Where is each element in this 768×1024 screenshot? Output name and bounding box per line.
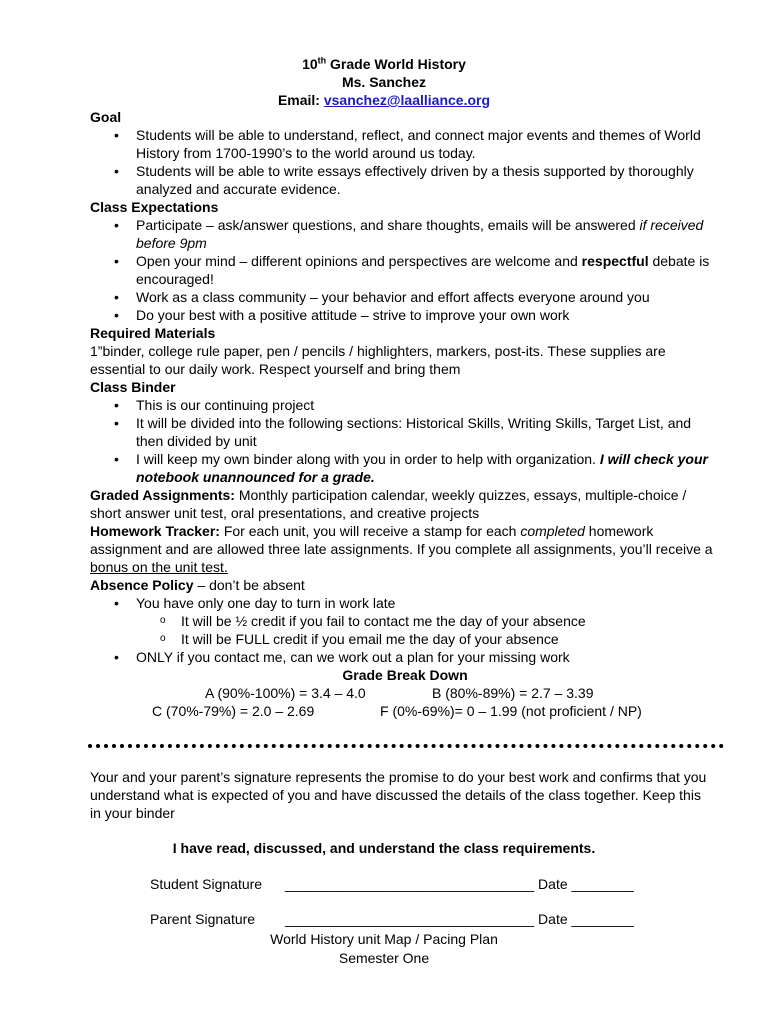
list-item: • You have only one day to turn in work late o It will be ½ credit if you fail to contact me the day of your absence o It will be FULL credit if you email me the day of your absence: [90, 594, 720, 648]
list-item: • I will keep my own binder along with you in order to help with organization. I will check your notebook unannounced for a grade.: [90, 450, 720, 486]
absence-heading: Absence Policy – don’t be absent: [90, 577, 305, 593]
expectations-list: [90, 216, 720, 324]
list-item: • It will be divided into the following sections: Historical Skills, Writing Skills, Target List, and then divided by unit: [90, 414, 720, 450]
homework-tracker: Homework Tracker: For each unit, you will receive a stamp for each completed homework assignment and are allowed three late assignments. If you complete all assignments, you’ll receive a bonus on the unit test.: [90, 523, 713, 575]
absence-sublist: [90, 612, 720, 648]
sub-list-item: o It will be ½ credit if you fail to contact me the day of your absence: [90, 612, 720, 630]
expectations-heading: Class Expectations: [90, 199, 219, 215]
sub-list-item: o It will be FULL credit if you email me the day of your absence: [90, 630, 720, 648]
semester-label: Semester One: [338, 950, 430, 966]
binder-heading: Class Binder: [90, 379, 176, 395]
signature-explanation: Your and your parent’s signature represents the promise to do your best work and confirms that you understand what is expected of you and have discussed the details of the class together. Keep this in your binder: [90, 769, 707, 821]
list-item: • This is our continuing project: [90, 396, 720, 414]
binder-list: [90, 396, 720, 486]
parent-signature-label: Parent Signature: [150, 911, 256, 927]
parent-signature-row: [150, 911, 634, 927]
list-item: • Students will be able to write essays effectively driven by a thesis supported by thoroughly analyzed and accurate evidence.: [90, 162, 720, 198]
document-header: [0, 55, 768, 109]
list-item: • Work as a class community – your behavior and effort affects everyone around you: [90, 288, 720, 306]
signature-line[interactable]: ________________________________: [285, 911, 535, 927]
goal-list: [90, 126, 720, 198]
student-signature-row: [150, 876, 634, 892]
next-page-title: [0, 930, 768, 968]
ordinal-suffix: th: [317, 55, 327, 66]
signature-line[interactable]: ________________________________: [285, 876, 535, 892]
grade-f: F (0%-69%)= 0 – 1.99 (not proficient / NP): [380, 703, 642, 719]
teacher-name: Ms. Sanchez: [341, 74, 427, 90]
goal-heading: Goal: [90, 109, 122, 125]
cut-line-divider: [88, 744, 724, 748]
materials-heading: Required Materials: [90, 325, 216, 341]
list-item: • ONLY if you contact me, can we work out a plan for your missing work: [90, 648, 720, 666]
course-title: 10th Grade World History: [302, 55, 466, 72]
materials-text: 1”binder, college rule paper, pen / pencils / highlighters, markers, post-its. These supplies are essential to our daily work. Respect yourself and bring them: [90, 343, 666, 377]
email-line: [0, 91, 768, 109]
absence-list: [90, 594, 720, 666]
date-field[interactable]: Date ________: [538, 911, 634, 927]
grade-c: C (70%-79%) = 2.0 – 2.69: [152, 703, 315, 719]
student-signature-label: Student Signature: [150, 876, 263, 892]
list-item: • Do your best with a positive attitude – strive to improve your own work: [90, 306, 720, 324]
list-item: • Participate – ask/answer questions, and share thoughts, emails will be answered if received before 9pm: [90, 216, 720, 252]
graded-assignments: Graded Assignments: Monthly participation calendar, weekly quizzes, essays, multiple-choice / short answer unit test, oral presentations, and creative projects: [90, 487, 687, 521]
pacing-plan-title: World History unit Map / Pacing Plan: [270, 931, 498, 947]
grade-b: B (80%-89%) = 2.7 – 3.39: [432, 685, 594, 701]
email-link[interactable]: vsanchez@laalliance.org: [323, 92, 491, 108]
email-label: Email:: [277, 92, 324, 108]
grade-breakdown-title: Grade Break Down: [342, 667, 468, 683]
grade-a: A (90%-100%) = 3.4 – 4.0: [205, 685, 366, 701]
date-field[interactable]: Date ________: [538, 876, 634, 892]
acknowledgement-statement: I have read, discussed, and understand the class requirements.: [172, 840, 596, 856]
list-item: • Students will be able to understand, reflect, and connect major events and themes of World History from 1700-1990’s to the world around us today.: [90, 126, 720, 162]
grade-row: [90, 702, 720, 720]
syllabus-body: [90, 108, 720, 720]
list-item: • Open your mind – different opinions and perspectives are welcome and respectful debate is encouraged!: [90, 252, 720, 288]
grade-row: [90, 684, 720, 702]
